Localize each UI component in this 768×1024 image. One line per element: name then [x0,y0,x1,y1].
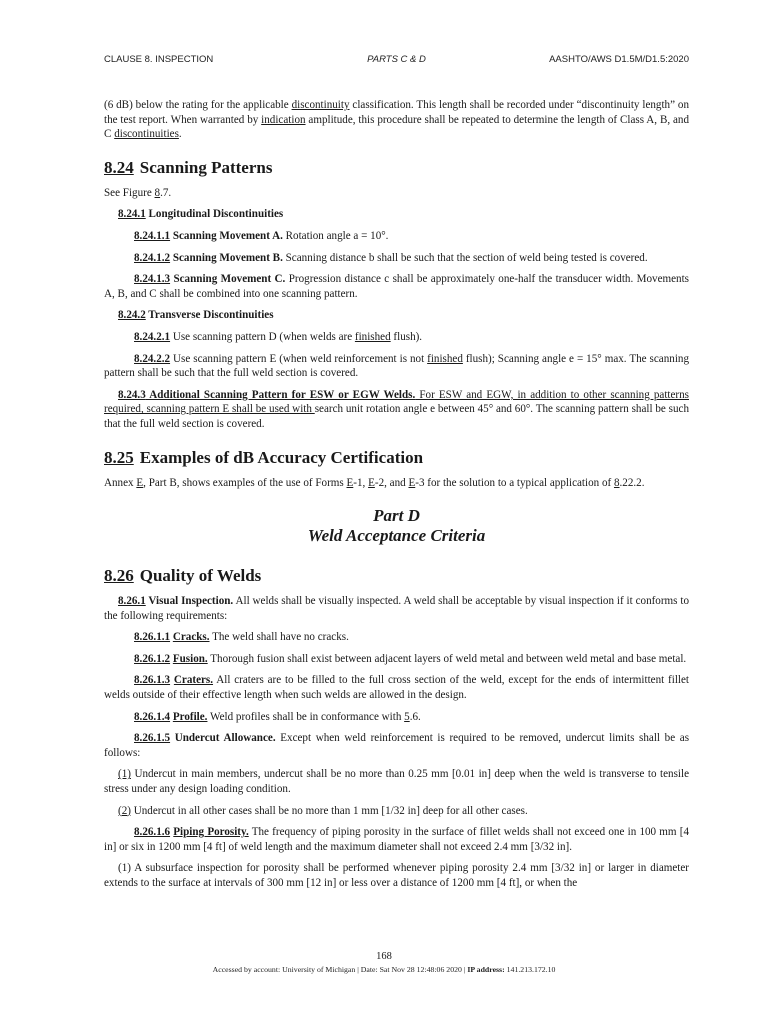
clause-8-26-1-2 [104,652,689,667]
see-figure-paragraph [104,186,689,201]
header-clause: CLAUSE 8. INSPECTION [104,54,214,65]
text: -3 for the solution to a typical application of [415,476,614,489]
clause-8-24-1-1 [104,229,689,244]
text: .7. [160,186,172,199]
clause-link[interactable]: 5 [404,710,410,723]
access-line [0,965,768,974]
link-term[interactable]: finished [354,330,391,343]
clause-text: All craters are to be filled to the full cross section of the weld, except for the ends of intermittent fillet welds outside of their effective length when such welds are allowed in the design. [104,674,689,702]
clause-text: flush). [390,330,423,343]
text: Annex [104,476,137,489]
page-header [104,54,689,68]
text: -2, and [374,476,409,489]
part-title: Weld Acceptance Criteria [307,526,486,546]
subsection-number[interactable]: 8.24.1 [118,208,146,221]
access-text: Accessed by account: University of Michigan | Date: Sat Nov 28 12:48:06 2020 | [212,965,468,974]
clause-link[interactable]: 8 [613,476,620,489]
header-parts: PARTS C & D [367,54,426,65]
clause-8-26-1-6 [104,825,689,854]
form-link[interactable]: E [346,476,354,489]
clause-number[interactable]: 8.26.1.3 [134,674,171,687]
clause-text: Progression distance c shall be approximately one-half the transducer width. Movements A, B, and C shall be combined into one scanning pattern. [104,273,689,300]
clause-number[interactable]: 8.26.1 [118,595,146,608]
clause-number[interactable]: 8.26.1.4 [134,710,171,723]
clause-number[interactable]: 8.26.1.1 [134,631,171,644]
clause-text: Thorough fusion shall exist between adjacent layers of weld metal and between weld metal and base metal. [207,652,687,665]
section-title: Quality of Welds [139,566,262,586]
clause-title: Craters. [173,674,214,687]
text: , Part B, shows examples of the use of Forms [143,476,347,489]
section-number[interactable]: 8.25 [104,447,134,467]
clause-number[interactable]: 8.26.1.6 [134,826,171,839]
clause-8-24-2-1 [104,330,689,345]
clause-title: Scanning Movement B. [170,251,283,264]
clause-8-26-1-1 [104,630,689,645]
section-heading-8-24 [104,158,689,178]
clause-8-26-1 [104,594,689,623]
list-text: (1) A subsurface inspection for porosity shall be performed whenever piping porosity 2.4 mm [3/32 in] or larger in diameter extends to the surface at intervals of 300 mm [12 in] or less over a distance of 1200 mm [4 ft], or when the [104,862,689,889]
subsection-number[interactable]: 8.24.3 [118,388,146,401]
section-title: Scanning Patterns [139,157,273,177]
list-text: Undercut in all other cases shall be no more than 1 mm [1/32 in] deep for all other cases. [130,804,528,817]
clause-title: Scanning Movement A. [170,229,283,242]
clause-text: All welds shall be visually inspected. A weld shall be acceptable by visual inspection if it conforms to the following requirements: [104,595,690,622]
subsection-title: Longitudinal Discontinuities [145,208,284,221]
clause-number[interactable]: 8.24.1.3 [134,273,171,286]
part-label: Part D [373,506,420,526]
clause-text: Use scanning pattern D (when welds are [170,330,355,343]
subsection-title: Additional Scanning Pattern for ESW or EGW Welds. [145,388,416,401]
text: .22.2. [619,476,645,489]
clause-number[interactable]: 8.24.2.2 [134,352,171,365]
link-term[interactable]: discontinuity [291,99,350,111]
clause-8-24-2-2 [104,352,689,381]
link-term[interactable]: indication [261,113,306,126]
list-number: (2) [118,804,131,817]
clause-8-24-1-3 [104,272,689,301]
clause-8-24-1-2 [104,251,689,266]
link-term[interactable]: discontinuities [114,128,179,141]
form-link[interactable]: E [368,476,375,489]
text: (6 dB) below the rating for the applicable [104,99,292,111]
clause-title: Undercut Allowance. [170,732,276,745]
clause-number[interactable]: 8.26.1.5 [134,732,171,745]
clause-text: .6. [409,710,421,723]
text: . [178,128,182,141]
section-heading-8-26 [104,566,689,586]
page-number: 168 [376,951,392,962]
form-link[interactable]: E [408,476,416,489]
section-heading-8-25 [104,448,689,468]
intro-paragraph [104,98,689,142]
text: -1, [353,476,369,489]
clause-title: Visual Inspection. [145,595,234,608]
list-text: Undercut in main members, undercut shall be no more than 0.25 mm [0.01 in] deep when the weld is transverse to tensile stress under any design loading condition. [104,768,689,796]
section-title: Examples of dB Accuracy Certification [139,447,424,467]
section-number[interactable]: 8.24 [104,157,134,177]
clause-title: Cracks. [172,631,210,644]
list-item-2 [104,804,689,819]
clause-text: Except when weld reinforcement is required to be removed, undercut limits shall be as follows: [104,732,690,759]
subsection-number[interactable]: 8.24.2 [118,309,146,322]
clause-text: The weld shall have no cracks. [209,631,349,644]
list-item-1 [104,767,689,796]
clause-8-26-1-4 [104,710,689,725]
clause-number[interactable]: 8.24.1.1 [134,229,171,242]
ip-label: IP address: [467,965,505,974]
clause-title: Piping Porosity. [173,826,249,839]
header-standard: AASHTO/AWS D1.5M/D1.5:2020 [549,54,689,65]
list-number: (1) [118,768,131,781]
clause-text: Rotation angle a = 10°. [282,229,389,242]
clause-8-26-1-5 [104,731,689,760]
text: classification. This length shall be recorded under “discontinuity length” on the test report. When warranted by [104,99,689,126]
text: amplitude, this procedure shall be repeated to determine the length of Class A, B, and C [104,113,690,141]
clause-number[interactable]: 8.26.1.2 [134,652,171,665]
section-number[interactable]: 8.26 [104,566,134,586]
clause-text: flush); Scanning angle e = 15° max. The scanning pattern shall be such that the full weld section is covered. [104,352,689,380]
part-d-heading [104,506,689,546]
clause-8-26-1-3 [104,673,689,702]
clause-number[interactable]: 8.24.1.2 [134,251,171,264]
link-term[interactable]: finished [427,352,463,365]
text: See Figure [104,186,155,199]
subsection-title: Transverse Discontinuities [145,309,274,322]
subsection-8-24-3 [104,388,689,432]
subsection-8-24-2 [104,308,689,323]
figure-link[interactable]: 8 [154,186,161,199]
annex-paragraph [104,476,689,491]
sub-item-1 [104,861,689,890]
annex-link[interactable]: E [136,476,144,489]
document-body [104,98,689,898]
clause-text: The frequency of piping porosity in the surface of fillet welds shall not exceed one in 100 mm [4 in] or six in 1200 mm [4 ft] of weld length and the maximum diameter shall not exceed 2.4 mm [3/32 in]. [104,826,690,853]
clause-text: search unit rotation angle e between 45° and 60°. The scanning pattern shall be such that the full weld section is covered. [104,403,689,430]
clause-text: Weld profiles shall be in conformance with [207,710,405,723]
clause-title: Scanning Movement C. [170,273,286,286]
subsection-8-24-1 [104,207,689,222]
clause-title: Fusion. [172,652,208,665]
ip-value: 141.213.172.10 [504,965,556,974]
clause-number[interactable]: 8.24.2.1 [134,330,171,343]
revised-text: For ESW and EGW, in addition to other scanning patterns required, scanning pattern E shall be used with [104,388,689,416]
clause-text: Scanning distance b shall be such that the section of weld being tested is covered. [282,251,648,264]
clause-title: Profile. [172,710,208,723]
clause-text: Use scanning pattern E (when weld reinforcement is not [170,352,428,365]
